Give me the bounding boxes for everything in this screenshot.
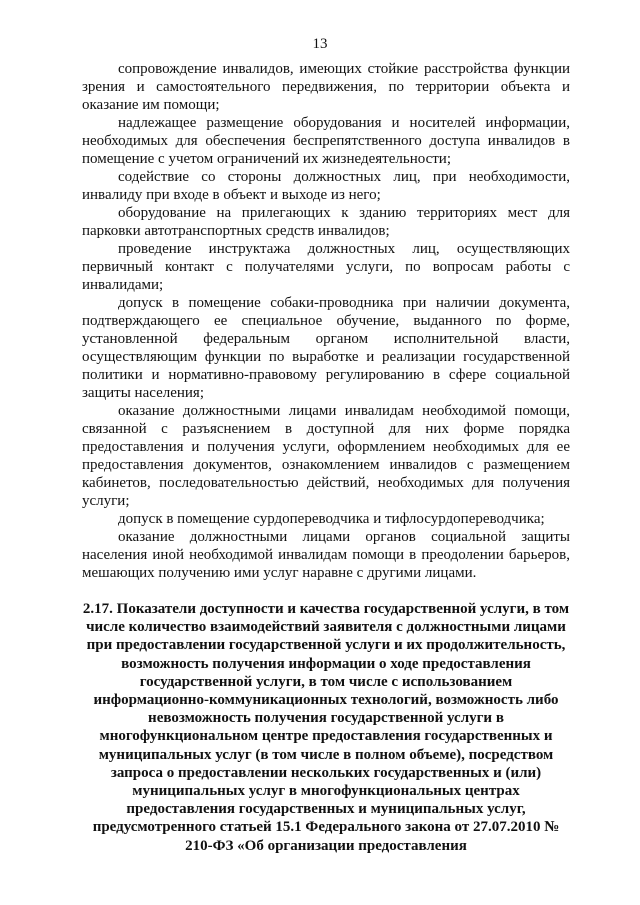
body-text — [82, 60, 570, 582]
paragraph: допуск в помещение собаки-проводника при наличии документа, подтверждающего ее специальное обучение, выданного по форме, установленной федеральным органом исполнительной власти, осуществляющим функции по выработке и реализации государственной политики и нормативно-правовому регулированию в сфере социальной защиты населения; — [82, 295, 570, 401]
paragraph: надлежащее размещение оборудования и носителей информации, необходимых для обеспечения беспрепятственного доступа инвалидов в помещение с учетом ограничений их жизнедеятельности; — [82, 115, 570, 167]
paragraph: проведение инструктажа должностных лиц, осуществляющих первичный контакт с получателями услуги, по вопросам работы с инвалидами; — [82, 241, 570, 293]
paragraph: оказание должностными лицами органов социальной защиты населения иной необходимой инвалидам помощи в преодолении барьеров, мешающих получению ими услуг наравне с другими лицами. — [82, 529, 570, 581]
paragraph: сопровождение инвалидов, имеющих стойкие расстройства функции зрения и самостоятельного передвижения, по территории объекта и оказание им помощи; — [82, 61, 570, 113]
section-heading-text: 2.17. Показатели доступности и качества государственной услуги, в том числе количество взаимодействий заявителя с должностными лицами при предоставлении государственной услуги и их продолжительность, возможность получения информации о ходе предоставления государственной услуги, в том числе с использованием информационно-коммуникационных технологий, возможность либо невозможность получения государственной услуги в многофункциональном центре предоставления государственных и муниципальных услуг (в том числе в полном объеме), посредством запроса о предоставлении нескольких государственных и (или) муниципальных услуг в многофункциональных центрах предоставления государственных и муниципальных услуг, предусмотренного статьей 15.1 Федерального закона от 27.07.2010 № 210-ФЗ «Об организации предоставления — [82, 601, 570, 854]
section-heading — [82, 600, 570, 855]
paragraph: оказание должностными лицами инвалидам необходимой помощи, связанной с разъяснением в доступной для них форме порядка предоставления и получения услуги, оформлением необходимых для ее предоставления документов, ознакомлением инвалидов с размещением кабинетов, последовательностью действий, необходимых для получения услуги; — [82, 403, 570, 509]
paragraph: допуск в помещение сурдопереводчика и тифлосурдопереводчика; — [118, 511, 545, 527]
paragraph: оборудование на прилегающих к зданию территориях мест для парковки автотранспортных средств инвалидов; — [82, 205, 570, 239]
page-number: 13 — [312, 36, 328, 52]
paragraph: содействие со стороны должностных лиц, при необходимости, инвалиду при входе в объект и выходе из него; — [82, 169, 570, 203]
